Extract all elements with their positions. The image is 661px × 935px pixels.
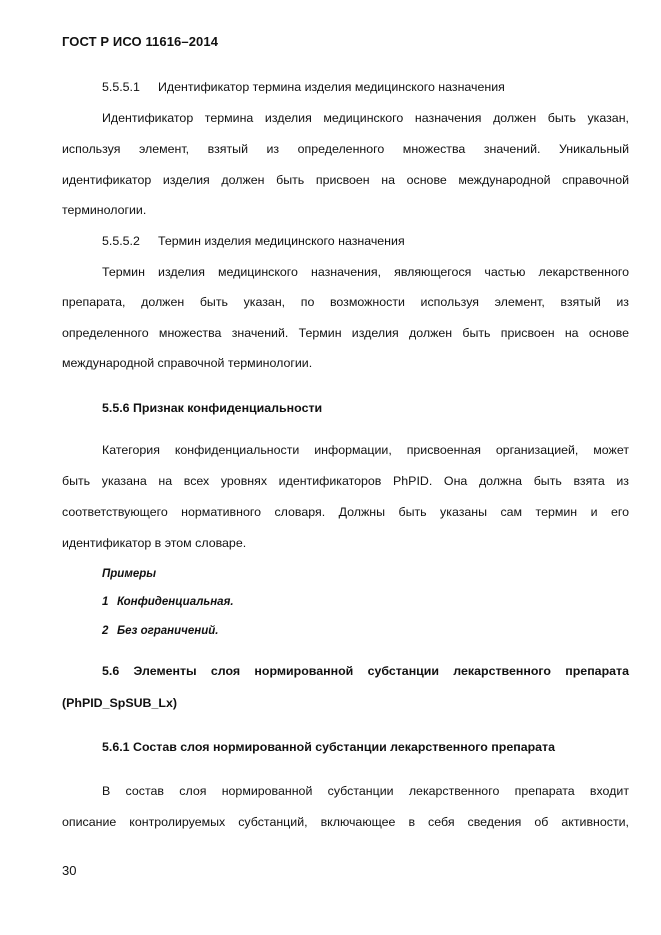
subsection-number: 5.5.5.1 [102, 80, 140, 94]
subsection-number: 5.5.5.2 [102, 234, 140, 248]
subsection-title: Термин изделия медицинского назначения [158, 234, 405, 248]
paragraph-line: быть указана на всех уровнях идентификаторов PhPID. Она должна быть взята из [62, 474, 629, 488]
paragraph-line: используя элемент, взятый из определенного множества значений. Уникальный [62, 142, 629, 156]
subsection-5551-heading [102, 79, 505, 95]
paragraph-line: идентификатор изделия должен быть присвоен на основе международной справочной [62, 173, 629, 187]
document-header: ГОСТ Р ИСО 11616–2014 [62, 34, 219, 49]
paragraph-line: Категория конфиденциальности информации, присвоенная организацией, может [102, 443, 629, 457]
section-561-heading: 5.6.1 Состав слоя нормированной субстанции лекарственного препарата [102, 740, 556, 754]
paragraph-line: соответствующего нормативного словаря. Должны быть указаны сам термин и его [62, 505, 629, 519]
subsection-title: Идентификатор термина изделия медицинского назначения [158, 80, 505, 94]
paragraph-line: терминологии. [62, 203, 147, 217]
example-item [102, 623, 218, 639]
page-number: 30 [62, 863, 77, 878]
paragraph-line: определенного множества значений. Термин изделия должен быть присвоен на основе [62, 326, 629, 340]
paragraph-line: международной справочной терминологии. [62, 356, 313, 370]
examples-label: Примеры [102, 568, 157, 580]
paragraph-line: идентификатор в этом словаре. [62, 536, 247, 550]
paragraph-line: Термин изделия медицинского назначения, являющегося частью лекарственного [102, 265, 629, 279]
example-text: Конфиденциальная. [117, 596, 234, 608]
section-56-heading-line1: 5.6 Элементы слоя нормированной субстанции лекарственного препарата [102, 664, 629, 678]
example-number: 2 [102, 625, 109, 637]
example-number: 1 [102, 596, 109, 608]
example-item [102, 594, 234, 610]
subsection-5552-heading [102, 233, 405, 249]
paragraph-line: В состав слоя нормированной субстанции лекарственного препарата входит [102, 784, 629, 798]
paragraph-line: описание контролируемых субстанций, включающее в себя сведения об активности, [62, 815, 629, 829]
section-556-heading: 5.5.6 Признак конфиденциальности [102, 401, 323, 415]
paragraph-line: Идентификатор термина изделия медицинского назначения должен быть указан, [102, 111, 629, 125]
section-56-heading-line2: (PhPID_SpSUB_Lx) [62, 696, 177, 710]
example-text: Без ограничений. [117, 625, 219, 637]
paragraph-line: препарата, должен быть указан, по возможности используя элемент, взятый из [62, 295, 629, 309]
